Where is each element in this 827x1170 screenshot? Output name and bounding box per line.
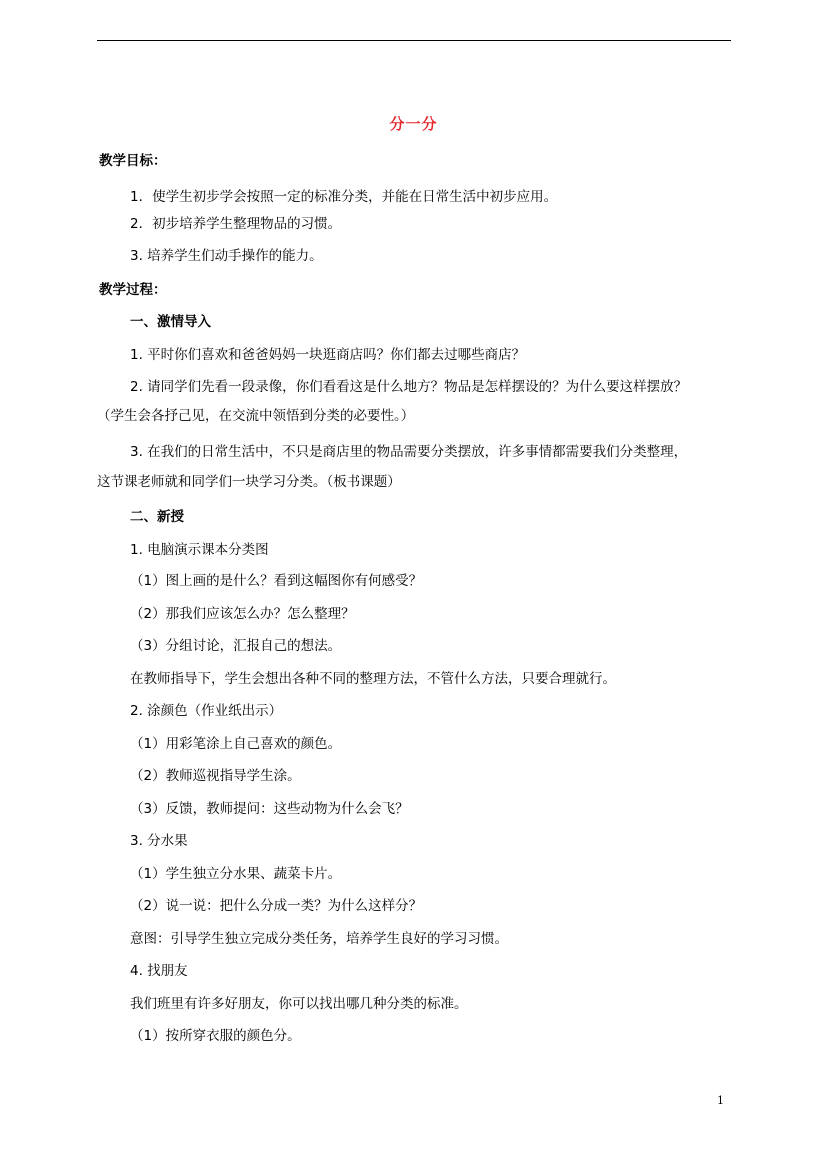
paragraph-line: （学生会各抒己见，在交流中领悟到分类的必要性。） xyxy=(97,408,415,424)
paragraph-line: 3. 在我们的日常生活中，不只是商店里的物品需要分类摆放，许多事情都需要我们分类整理， xyxy=(130,444,688,460)
paragraph-line: 我们班里有许多好朋友，你可以找出哪几种分类的标准。 xyxy=(130,996,468,1012)
paragraph-line: （3）反馈，教师提问：这些动物为什么会飞？ xyxy=(130,801,409,817)
page-number: 1 xyxy=(717,1094,724,1107)
paragraph-line: （2）那我们应该怎么办？怎么整理？ xyxy=(130,606,355,622)
paragraph-line: （2）教师巡视指导学生涂。 xyxy=(130,768,301,784)
paragraph-line: 2. 涂颜色（作业纸出示） xyxy=(130,703,283,719)
paragraph-line: （1）用彩笔涂上自己喜欢的颜色。 xyxy=(130,736,342,752)
paragraph-line: 3. 培养学生们动手操作的能力。 xyxy=(130,248,323,264)
subsection-heading: 一、激情导入 xyxy=(130,314,211,330)
paragraph-line: 4. 找朋友 xyxy=(130,963,188,979)
paragraph-line: 3. 分水果 xyxy=(130,833,188,849)
subsection-heading: 二、新授 xyxy=(130,509,184,525)
paragraph-line: 在教师指导下，学生会想出各种不同的整理方法，不管什么方法，只要合理就行。 xyxy=(130,671,616,687)
paragraph-line: （1）学生独立分水果、蔬菜卡片。 xyxy=(130,866,342,882)
paragraph-line: 1．使学生初步学会按照一定的标准分类，并能在日常生活中初步应用。 xyxy=(130,189,558,205)
paragraph-line: （1）图上画的是什么？看到这幅图你有何感受？ xyxy=(130,573,423,589)
section-heading-objectives: 教学目标： xyxy=(99,153,167,169)
paragraph-line: （2）说一说：把什么分成一类？为什么这样分？ xyxy=(130,898,423,914)
header-rule xyxy=(97,40,731,41)
paragraph-line: 2. 请同学们先看一段录像，你们看看这是什么地方？物品是怎样摆设的？为什么要这样摆放？ xyxy=(130,379,688,395)
paragraph-line: 这节课老师就和同学们一块学习分类。（板书课题） xyxy=(97,474,401,490)
paragraph-line: 意图：引导学生独立完成分类任务，培养学生良好的学习习惯。 xyxy=(130,931,508,947)
section-heading-process: 教学过程： xyxy=(99,282,167,298)
paragraph-line: 2．初步培养学生整理物品的习惯。 xyxy=(130,216,342,232)
paragraph-line: 1. 电脑演示课本分类图 xyxy=(130,542,269,558)
paragraph-line: （3）分组讨论，汇报自己的想法。 xyxy=(130,638,342,654)
paragraph-line: 1. 平时你们喜欢和爸爸妈妈一块逛商店吗？你们都去过哪些商店？ xyxy=(130,347,526,363)
paragraph-line: （1）按所穿衣服的颜色分。 xyxy=(130,1028,301,1044)
document-title: 分一分 xyxy=(389,115,438,133)
